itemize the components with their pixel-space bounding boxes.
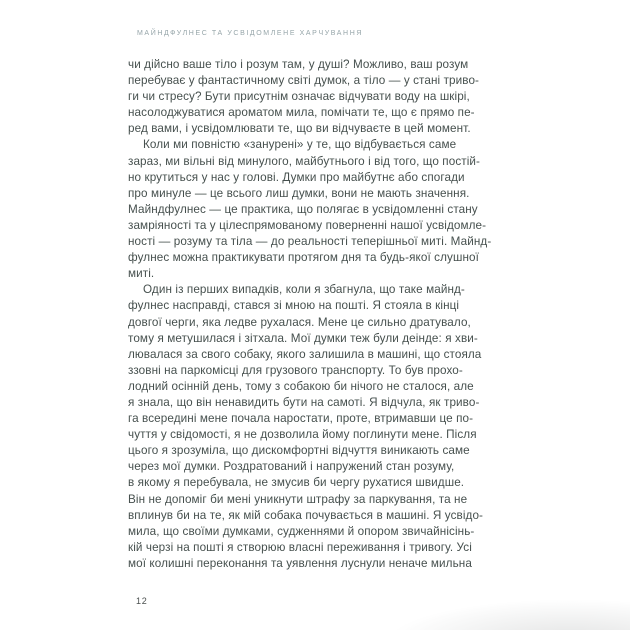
text-line: Один із перших випадків, коли я збагнула, що таке майнд-	[143, 283, 465, 297]
text-line: га всередині мене почала наростати, проте, втримавши це по-	[128, 412, 474, 426]
text-line: в якому я перебувала, не змусив би чергу рухатися швидше.	[128, 476, 465, 490]
text-line: но крутиться у нас у голові. Думки про майбутнє або спогади	[128, 170, 465, 184]
paragraph	[128, 282, 510, 572]
body-text	[128, 57, 510, 572]
text-line: мила, що своїми думками, судженнями й опором звичайнісінь-	[128, 524, 475, 538]
running-header: МАЙНДФУЛНЕС ТА УСВІДОМЛЕНЕ ХАРЧУВАННЯ	[137, 30, 364, 37]
text-line: тому я метушилася і зітхала. Мої думки теж були деінде: я хви-	[128, 331, 478, 345]
text-line: замріяності та у цілеспрямованому поверненні нашої усвідомле-	[128, 218, 487, 232]
text-line: кій черзі на пошті я створюю власні переживання і тривогу. Усі	[128, 540, 472, 554]
text-line: фулнес можна практикувати протягом дня та будь-якої слушної	[128, 251, 479, 265]
text-line: я знала, що він ненавидить бути на самоті. Я відчула, як триво-	[128, 395, 480, 409]
text-line: Він не допоміг би мені уникнути штрафу за паркування, та не	[128, 492, 468, 506]
text-line: ності — розуму та тіла — до реальності теперішньої миті. Майнд-	[128, 235, 492, 249]
text-line: цього я зрозуміла, що дискомфортні відчуття виникають саме	[128, 444, 470, 458]
text-line: ги чи стресу? Бути присутнім означає відчувати воду на шкірі,	[128, 90, 470, 104]
paragraph	[128, 137, 510, 282]
text-line: фулнес насправді, стався зі мною на пошті. Я стояла в кінці	[128, 299, 460, 313]
page-number: 12	[136, 596, 148, 606]
text-line: чуття у свідомості, я не дозволила йому поглинути мене. Після	[128, 428, 477, 442]
text-line: мої колишні переконання та уявлення луснули неначе мильна	[128, 556, 472, 570]
text-line: насолоджуватися ароматом мила, помічати те, що є прямо пе-	[128, 106, 475, 120]
text-line: лювалася за свого собаку, якого залишила в машині, що стояла	[128, 347, 482, 361]
text-line: чи дійсно ваше тіло і розум там, у душі? Можливо, ваш розум	[128, 58, 469, 71]
text-line: про минуле — це всього лиш думки, вони не мають значення.	[128, 186, 470, 200]
paragraph	[128, 57, 510, 137]
text-line: ззовні на паркомісці для грузового транспорту. То був прохо-	[128, 363, 463, 377]
text-line: зараз, ми вільні від минулого, майбутнього і від того, що постій-	[128, 154, 481, 168]
text-line: миті.	[128, 267, 155, 281]
text-line: довгої черги, яка ледве рухалася. Мене це сильно дратувало,	[128, 315, 471, 329]
text-line: вплинув би на те, як мій собака почувається в машині. Я усвідо-	[128, 508, 484, 522]
text-line: перебуває у фантастичному світі думок, а тіло — у стані триво-	[128, 74, 480, 88]
page-curl-shadow	[390, 600, 630, 630]
text-line: Коли ми повністю «занурені» у те, що відбувається саме	[143, 138, 457, 152]
text-line: через мої думки. Роздратований і напружений стан розуму,	[128, 460, 455, 474]
text-line: ред вами, і усвідомлювати те, що ви відчуваєте в цей момент.	[128, 122, 471, 136]
text-line: лодний осінній день, тому з собакою би нічого не сталося, але	[128, 379, 474, 393]
text-line: Майндфулнес — це практика, що полягає в усвідомленні стану	[128, 202, 478, 216]
